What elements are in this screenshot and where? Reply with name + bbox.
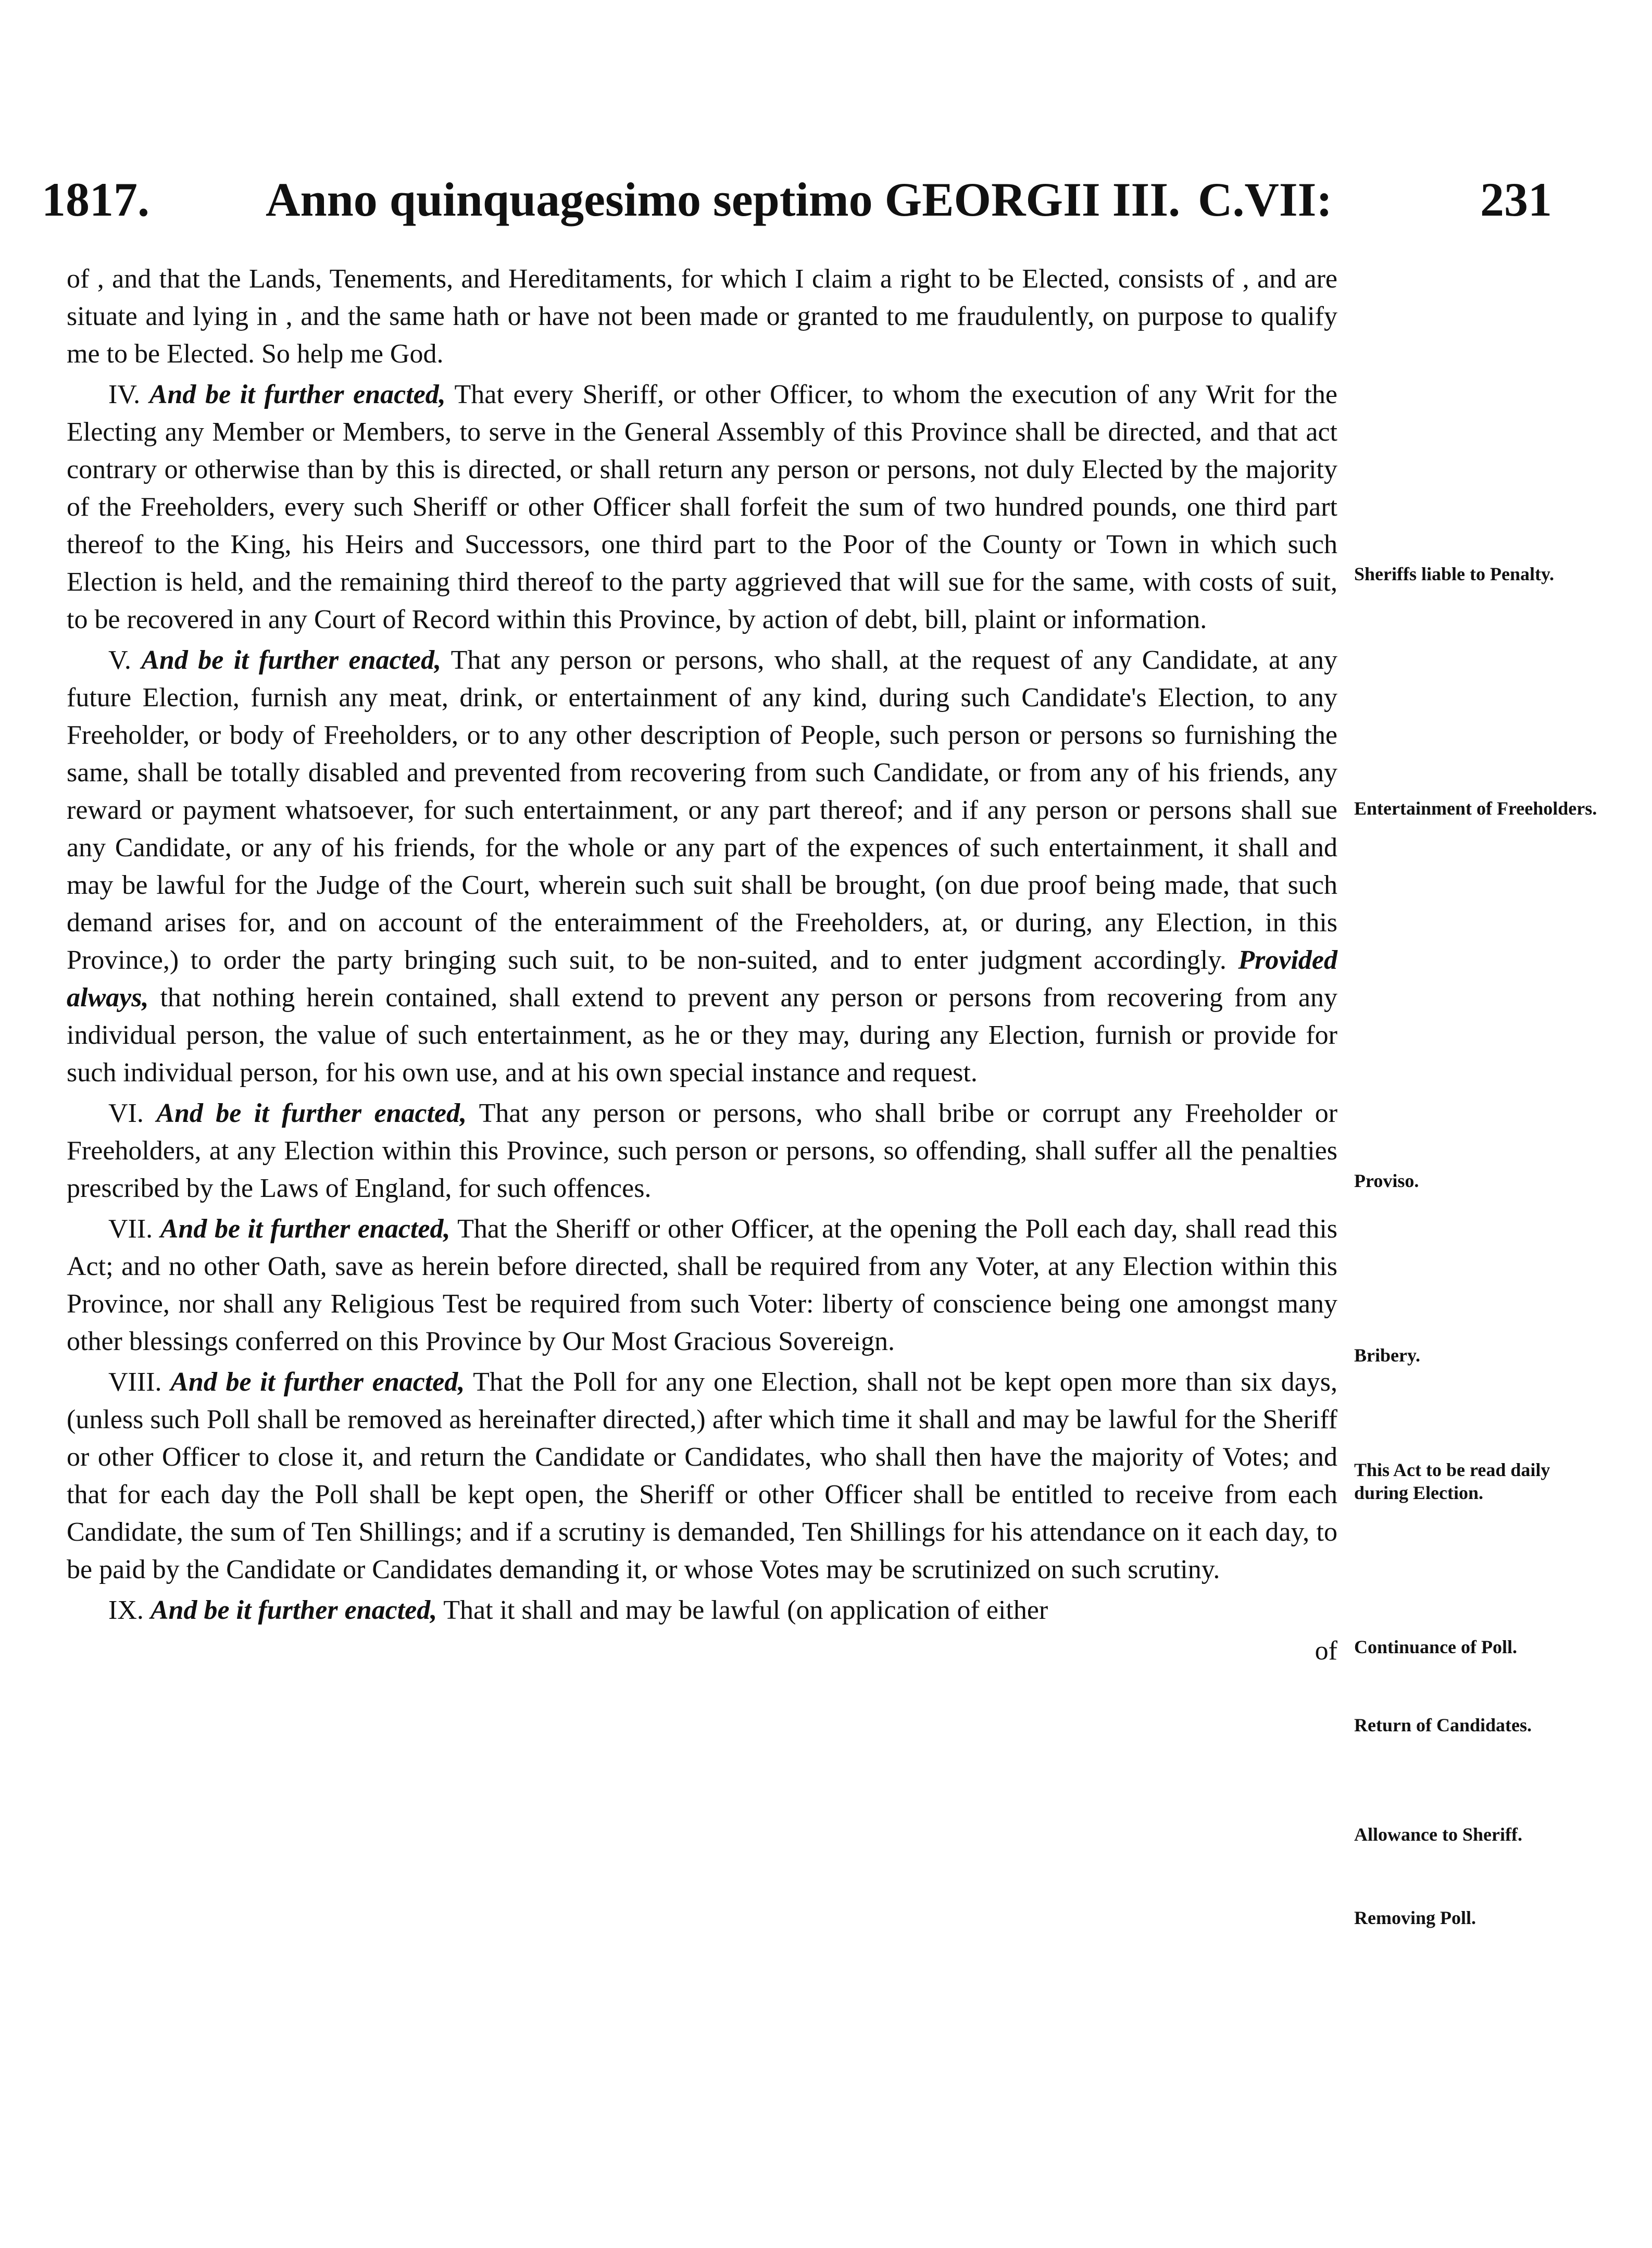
page-number: 231 bbox=[1480, 173, 1552, 226]
enacting-clause: And be it further enacted, bbox=[156, 1098, 467, 1128]
paragraph-text: of , and that the Lands, Tenements, and Hereditaments, for which I claim a right to be Elected, consists of , and are situate and lying in , and the same hath or have not been made or granted to me fraudulently, on purpose to qualify me to be Elected. So help me God. bbox=[67, 264, 1337, 369]
enacting-clause: And be it further enacted, bbox=[141, 645, 442, 675]
section-number: IV. bbox=[108, 380, 141, 409]
margin-note-continuance-of-poll: Continuance of Poll. bbox=[1354, 1637, 1518, 1657]
margin-note-proviso: Proviso. bbox=[1354, 1170, 1419, 1191]
section-vii bbox=[67, 1210, 1337, 1360]
enacting-clause: And be it further enacted, bbox=[160, 1214, 450, 1244]
section-text: That the Sheriff or other Officer, at the opening the Poll each day, shall read this Act; and no other Oath, save as herein before directed, shall be required from any Voter, at any Election within this Province, nor shall any Religious Test be required from such Voter: liberty of conscience being one amongst many other blessings conferred on this Province by Our Most Gracious Sovereign. bbox=[67, 1214, 1338, 1356]
section-number: VIII. bbox=[108, 1367, 162, 1397]
section-number: VI. bbox=[108, 1098, 144, 1128]
section-vi bbox=[67, 1095, 1337, 1207]
section-number: VII. bbox=[108, 1214, 153, 1244]
margin-note-allowance-to-sheriff: Allowance to Sheriff. bbox=[1354, 1824, 1522, 1845]
section-number: V. bbox=[108, 645, 131, 675]
section-iv bbox=[67, 376, 1337, 639]
section-text: That any person or persons, who shall bribe or corrupt any Freeholder or Freeholders, at any Election within this Province, such person or persons, so offending, shall suffer all the penalties prescribed by the Laws of England, for such offences. bbox=[67, 1098, 1338, 1203]
section-v bbox=[67, 642, 1337, 1092]
header-year: 1817. bbox=[42, 173, 149, 226]
catchword: of bbox=[1315, 1636, 1337, 1666]
running-header bbox=[42, 172, 1552, 245]
section-text: That it shall and may be lawful (on application of either bbox=[443, 1595, 1048, 1625]
margin-note-return-of-candidates: Return of Candidates. bbox=[1354, 1715, 1532, 1735]
section-ix bbox=[67, 1592, 1337, 1629]
header-title: Anno quinquagesimo septimo GEORGII III. bbox=[266, 173, 1181, 226]
section-text: That every Sheriff, or other Officer, to whom the execution of any Writ for the Electing any Member or Members, to serve in the General Assembly of this Province shall be directed, and that act contrary or otherwise than by this is directed, or shall return any person or persons, not duly Elected by the majority of the Freeholders, every such Sheriff or other Officer shall forfeit the sum of two hundred pounds, one third part thereof to the King, his Heirs and Successors, one third part to the Poor of the County or Town in which such Election is held, and the remaining third thereof to the party aggrieved that will sue for the same, with costs of suit, to be recovered in any Court of Record within this Province, by action of debt, bill, plaint or information. bbox=[67, 380, 1338, 634]
enacting-clause: And be it further enacted, bbox=[149, 380, 446, 409]
paragraph-oath-end bbox=[67, 260, 1337, 373]
proviso-text: that nothing herein contained, shall extend to prevent any person or persons from recovering from any individual person, the value of such entertainment, as he or they may, during any Election, furnish or provide for such individual person, for his own use, and at his own special instance and request. bbox=[67, 983, 1337, 1088]
header-chapter: C.VII: bbox=[1198, 173, 1333, 226]
section-text: That any person or persons, who shall, at the request of any Candidate, at any future Election, furnish any meat, drink, or entertainment of any kind, during such Candidate's Election, to any Freeholder, or body of Freeholders, or to any other description of People, such person or persons so furnishing the same, shall be totally disabled and prevented from recovering from such Candidate, or from any of his friends, any reward or payment whatsoever, for such entertainment, or any part thereof; and if any person or persons shall sue any Candidate, or any of his friends, for the whole or any part of the expences of such entertainment, it shall and may be lawful for the Judge of the Court, wherein such suit shall be brought, (on due proof being made, that such demand arises for, and on account of the enteraimment of the Freeholders, at, or during, any Election, in this Province,) to order the party bringing such suit, to be non-suited, and to enter judgment accordingly. bbox=[67, 645, 1337, 975]
proviso-clause: Provided always, bbox=[67, 945, 1338, 1013]
body-text bbox=[67, 260, 1337, 1670]
enacting-clause: And be it further enacted, bbox=[170, 1367, 465, 1397]
margin-note-bribery: Bribery. bbox=[1354, 1345, 1420, 1366]
margin-note-act-read-daily: This Act to be read daily during Election. bbox=[1354, 1459, 1550, 1503]
section-viii bbox=[67, 1364, 1337, 1589]
margin-note-entertainment: Entertainment of Freeholders. bbox=[1354, 798, 1597, 819]
margin-note-sheriffs-liable: Sheriffs liable to Penalty. bbox=[1354, 564, 1554, 584]
section-number: IX. bbox=[108, 1595, 144, 1625]
margin-note-removing-poll: Removing Poll. bbox=[1354, 1907, 1476, 1928]
enacting-clause: And be it further enacted, bbox=[150, 1595, 437, 1625]
section-text: That the Poll for any one Election, shall not be kept open more than six days, (unless such Poll shall be removed as hereinafter directed,) after which time it shall and may be lawful for the Sheriff or other Officer to close it, and return the Candidate or Candidates, who shall then have the majority of Votes; and that for each day the Poll shall be kept open, the Sheriff or other Officer shall be entitled to receive from each Candidate, the sum of Ten Shillings; and if a scrutiny is demanded, Ten Shillings for his attendance on it each day, to be paid by the Candidate or Candidates demanding it, or whose Votes may be scrutinized on such scrutiny. bbox=[67, 1367, 1338, 1584]
